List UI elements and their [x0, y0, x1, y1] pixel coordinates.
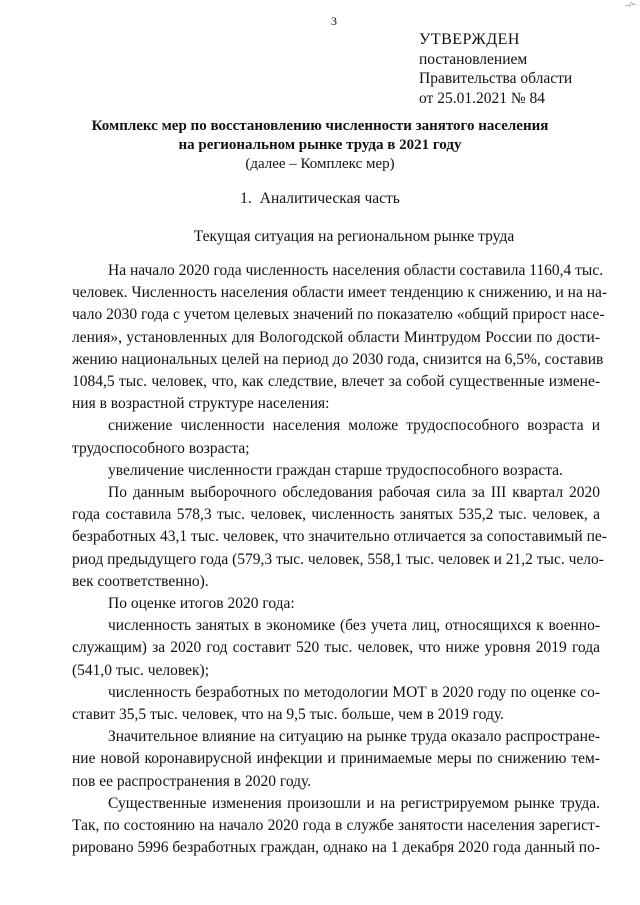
body-line: года составила 578,3 тыс. человек, численность занятых 535,2 тыс. человек, а	[72, 506, 600, 524]
body-line: численность занятых в экономике (без учета лиц, относящихся к военно-	[108, 617, 600, 635]
body-line: ставит 35,5 тыс. человек, что на 9,5 тыс. больше, чем в 2019 году.	[72, 706, 504, 724]
body-line: снижение численности населения моложе трудоспособного возраста и	[108, 417, 600, 435]
body-line: По оценке итогов 2020 года:	[108, 595, 295, 613]
body-line: ние новой коронавирусной инфекции и принимаемые меры по снижению тем-	[72, 750, 600, 768]
body-line: служащим) за 2020 год составит 520 тыс. человек, что ниже уровня 2019 года	[72, 639, 600, 657]
section-number: 1.	[240, 190, 252, 207]
section-title: Аналитическая часть	[259, 190, 400, 207]
body-line: рировано 5996 безработных граждан, однако на 1 декабря 2020 года данный по-	[72, 839, 600, 857]
body-line: (541,0 тыс. человек);	[72, 661, 209, 679]
body-line: жению национальных целей на период до 2030 года, снизится на 6,5%, составив	[72, 350, 604, 368]
document-title-line-3: (далее – Комплекс мер)	[245, 156, 395, 172]
body-line: человек. Численность населения области имеет тенденцию к снижению, и на на-	[72, 284, 608, 302]
body-line: По данным выборочного обследования рабочая сила за III квартал 2020	[108, 484, 600, 502]
approval-line-3: от 25.01.2021 № 84	[419, 89, 545, 107]
body-line: век соответственно).	[72, 572, 209, 590]
body-line: риод предыдущего года (579,3 тыс. человек, 558,1 тыс. человек и 21,2 тыс. чело-	[72, 550, 604, 568]
body-line: Существенные изменения произошли и на регистрируемом рынке труда.	[108, 794, 600, 812]
body-line: Значительное влияние на ситуацию на рынке труда оказало распростране-	[108, 728, 600, 746]
body-line: ния в возрастной структуре населения:	[72, 395, 330, 413]
body-line: безработных 43,1 тыс. человек, что значительно отличается за сопоставимый пе-	[72, 528, 607, 546]
corner-mark: –/~	[625, 0, 636, 9]
body-line: Так, по состоянию на начало 2020 года в службе занятости населения зарегист-	[72, 817, 600, 835]
section-heading	[0, 190, 640, 208]
subsection-heading: Текущая ситуация на региональном рынке труда	[193, 228, 515, 245]
body-line: трудоспособного возраста;	[72, 439, 250, 457]
body-line: ления», установленных для Вологодской области Минтрудом России по дости-	[72, 328, 600, 346]
document-title	[0, 117, 640, 174]
approval-stamp	[419, 30, 572, 108]
body-text	[72, 260, 608, 859]
document-title-line-1: Комплекс мер по восстановлению численности занятого населения	[91, 118, 549, 134]
body-line: пов ее распространения в 2020 году.	[72, 772, 312, 790]
document-title-line-2: на региональном рынке труда в 2021 году	[178, 137, 462, 153]
body-line: численность безработных по методологии МОТ в 2020 году по оценке со-	[108, 683, 600, 701]
body-line: увеличение численности граждан старше трудоспособного возраста.	[108, 461, 563, 479]
body-line: чало 2030 года с учетом целевых значений по показателю «общий прирост насе-	[72, 306, 605, 324]
approval-title: УТВЕРЖДЕН	[419, 31, 520, 48]
body-line: На начало 2020 года численность населения области составила 1160,4 тыс.	[108, 262, 604, 279]
approval-line-2: Правительства области	[419, 70, 573, 87]
approval-line-1: постановлением	[419, 50, 528, 68]
body-line: 1084,5 тыс. человек, что, как следствие, влечет за собой существенные измене-	[72, 373, 600, 391]
page-number: 3	[331, 14, 337, 28]
